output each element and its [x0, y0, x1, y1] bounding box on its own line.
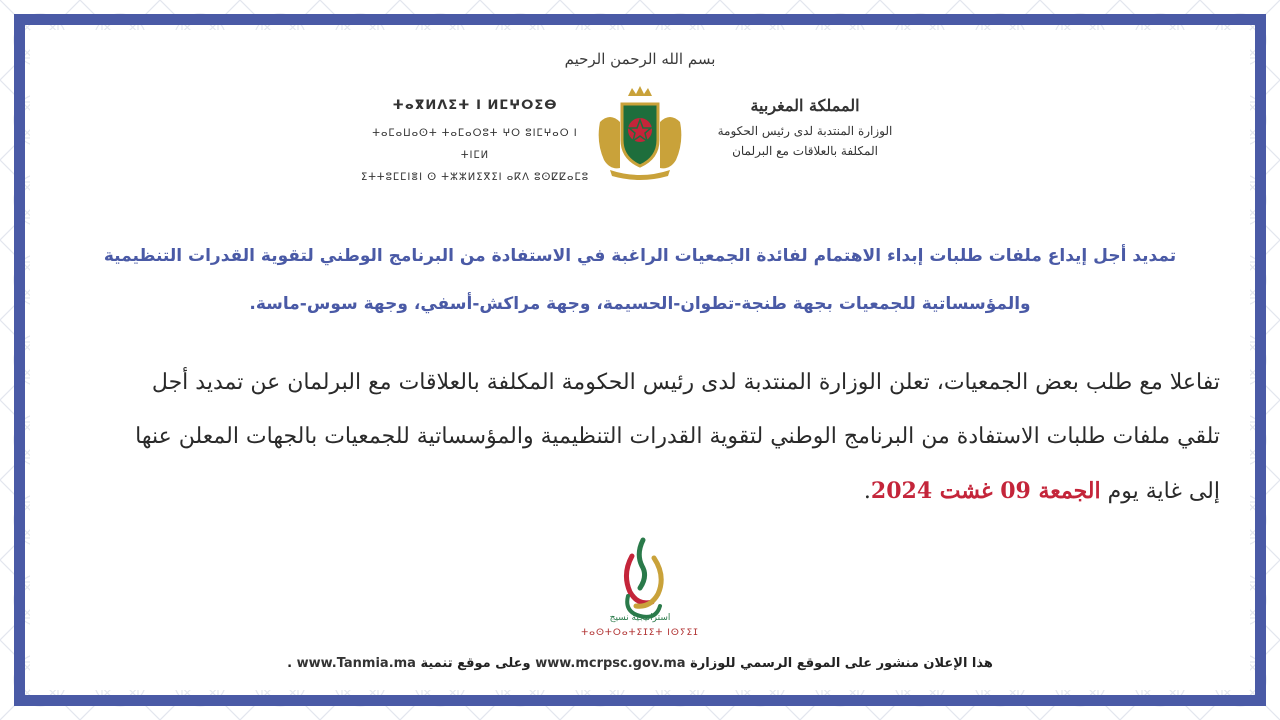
ministry-line-2: المكلفة بالعلاقات مع البرلمان: [732, 144, 878, 158]
ministry-header-arabic: [690, 96, 920, 161]
royal-emblem-icon: [590, 82, 690, 182]
footer-note: [200, 656, 1080, 671]
deadline-date: الجمعة 09 غشت 2024: [870, 478, 1101, 504]
footer-text-1: هذا الإعلان منشور على الموقع الرسمي للوزارة: [690, 656, 993, 671]
tifinagh-line-3: ⵉⵜⵜⵓⵎⵎⵏⴻⵏ ⵙ ⵜⵣⵣⵍⵉⴳⵉⵏ ⴰⴽⴷ ⵓⵙⵇⵇⴰⵎⵓ: [360, 172, 590, 183]
logo-caption-arabic: استراتيجية نسيج: [609, 613, 671, 623]
announcement-title: [90, 232, 1190, 328]
title-line-1: تمديد أجل إيداع ملفات طلبات إبداء الاهتمام لفائدة الجمعيات الراغبة في الاستفادة من البرنامج الوطني لتقوية القدرات التنظيمية: [103, 246, 1177, 266]
ministry-website-link[interactable]: www.mcrpsc.gov.ma: [535, 656, 686, 671]
basmala: بسم الله الرحمن الرحيم: [564, 50, 716, 68]
tifinagh-line-1: ⵜⴰⴳⵍⴷⵉⵜ ⵏ ⵍⵎⵖⵔⵉⴱ: [392, 98, 558, 113]
tifinagh-line-2: ⵜⴰⵎⴰⵡⴰⵙⵜ ⵜⴰⵎⴰⵔⵓⵜ ⵖⵔ ⵓⵏⵎⵖⴰⵔ ⵏ ⵜⵏⵎⵍ: [372, 128, 578, 161]
footer-end: .: [287, 656, 293, 671]
body-line-1: تفاعلا مع طلب بعض الجمعيات، تعلن الوزارة المنتدبة لدى رئيس الحكومة المكلفة بالعلاقات مع البرلمان عن تمديد أجل: [151, 370, 1220, 395]
announcement-body: [60, 356, 1220, 519]
logo-caption-tifinagh: ⵜⴰⵙⵜⵔⴰⵜⵉⵊⵉⵜ ⵏⵙⵢⵉⵊ: [581, 628, 699, 638]
tanmia-website-link[interactable]: www.Tanmia.ma: [296, 656, 416, 671]
footer-text-2: وعلى موقع تنمية: [420, 656, 531, 671]
kingdom-name: المملكة المغربية: [750, 96, 860, 115]
deadline-suffix: .: [863, 479, 871, 504]
ministry-line-1: الوزارة المنتدبة لدى رئيس الحكومة: [717, 124, 893, 138]
body-line-2: تلقي ملفات طلبات الاستفادة من البرنامج الوطني لتقوية القدرات التنظيمية والمؤسساتية للجمعيات بالجهات المعلن عنها: [135, 424, 1220, 449]
deadline-prefix: إلى غاية يوم: [1107, 479, 1220, 504]
title-line-2: والمؤسساتية للجمعيات بجهة طنجة-تطوان-الحسيمة، وجهة مراكش-أسفي، وجهة سوس-ماسة.: [249, 294, 1031, 314]
body-line-3: [60, 464, 1220, 519]
ministry-header-tifinagh: [360, 98, 590, 189]
